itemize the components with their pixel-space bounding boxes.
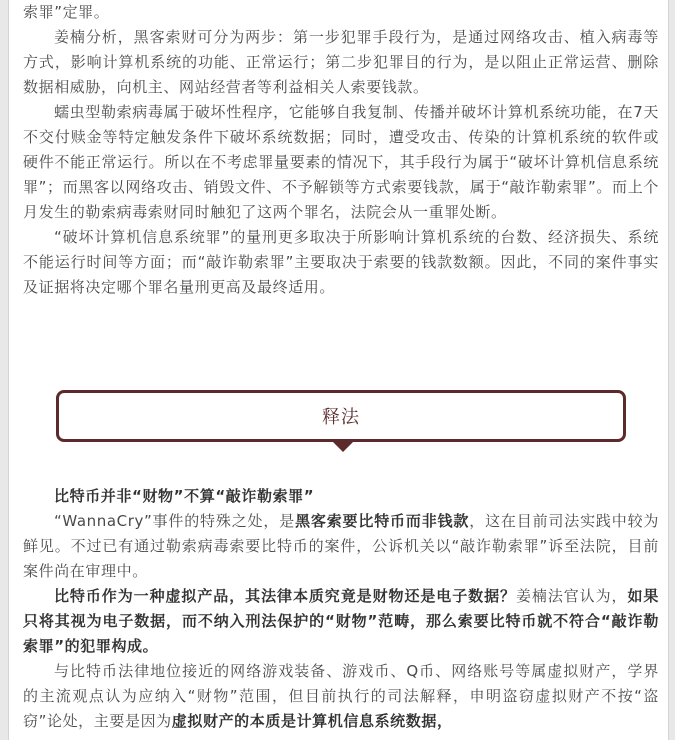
paragraph-bitcoin-nature [23, 584, 659, 659]
emphasis-text: 虚拟财产的本质是计算机信息系统数据， [171, 712, 453, 730]
analysis-section [23, 0, 659, 300]
text-run: 姜楠法官认为， [515, 587, 628, 605]
emphasis-text: 如果只将其视为电子数据，而不纳入刑法保护的“财物”范畴，那么索要比特币就不符合“敲诈勒索罪”的犯罪构成。 [23, 587, 660, 655]
text-run: “WannaCry”事件的特殊之处，是 [54, 512, 296, 530]
section-title: 释法 [322, 407, 360, 428]
paragraph-wannacry [23, 509, 659, 584]
text-run: 与比特币法律地位接近的网络游戏装备、游戏币、Q币、网络账号等属虚拟财产，学界的主流观点认为应纳入“财物”范围，但目前执行的司法解释，申明盗窃虚拟财产不按“盗窃”论处，主要是因为 [23, 662, 659, 730]
article-page [8, 0, 669, 740]
badge-pointer [333, 442, 353, 452]
emphasis-text: 比特币作为一种虚拟产品，其法律本质究竟是财物还是电子数据？ [54, 587, 516, 605]
section-title-badge [56, 390, 626, 442]
paragraph-fragment: 索罪”定罪。 [23, 3, 110, 21]
interpretation-section [23, 484, 659, 734]
paragraph-sentencing: “破坏计算机信息系统罪”的量刑更多取决于所影响计算机系统的台数、经济损失、系统不能运行时间等方面；而“敲诈勒索罪”主要取决于索要的钱款数额。因此，不同的案件事实及证据将决定哪个罪名量刑更高及最终适用。 [23, 228, 659, 296]
paragraph-virtual-property [23, 659, 659, 734]
paragraph-worm-ransomware: 蠕虫型勒索病毒属于破坏性程序，它能够自我复制、传播并破坏计算机系统功能，在7天不交付赎金等特定触发条件下破坏系统数据；同时，遭受攻击、传染的计算机系统的软件或硬件不能正常运行。所以在不考虑罪量要素的情况下，其手段行为属于“破坏计算机信息系统罪”；而黑客以网络攻击、销毁文件、不予解锁等方式索要钱款，属于“敲诈勒索罪”。而上个月发生的勒索病毒索财同时触犯了这两个罪名，法院会从一重罪处断。 [23, 103, 659, 221]
text-run: ，这在目前司法实践中较为鲜见。不过已有通过勒索病毒索要比特币的案件，公诉机关以“敲诈勒索罪”诉至法院，目前案件尚在审理中。 [23, 512, 659, 580]
paragraph-two-step-analysis: 姜楠分析，黑客索财可分为两步：第一步犯罪手段行为，是通过网络攻击、植入病毒等方式，影响计算机系统的功能、正常运行；第二步犯罪目的行为，是以阻止正常运营、删除数据相威胁，向机主、网站经营者等利益相关人索要钱款。 [23, 28, 659, 96]
emphasis-text: 黑客索要比特币而非钱款 [295, 512, 470, 530]
section-heading: 比特币并非“财物”不算“敲诈勒索罪” [54, 487, 315, 505]
